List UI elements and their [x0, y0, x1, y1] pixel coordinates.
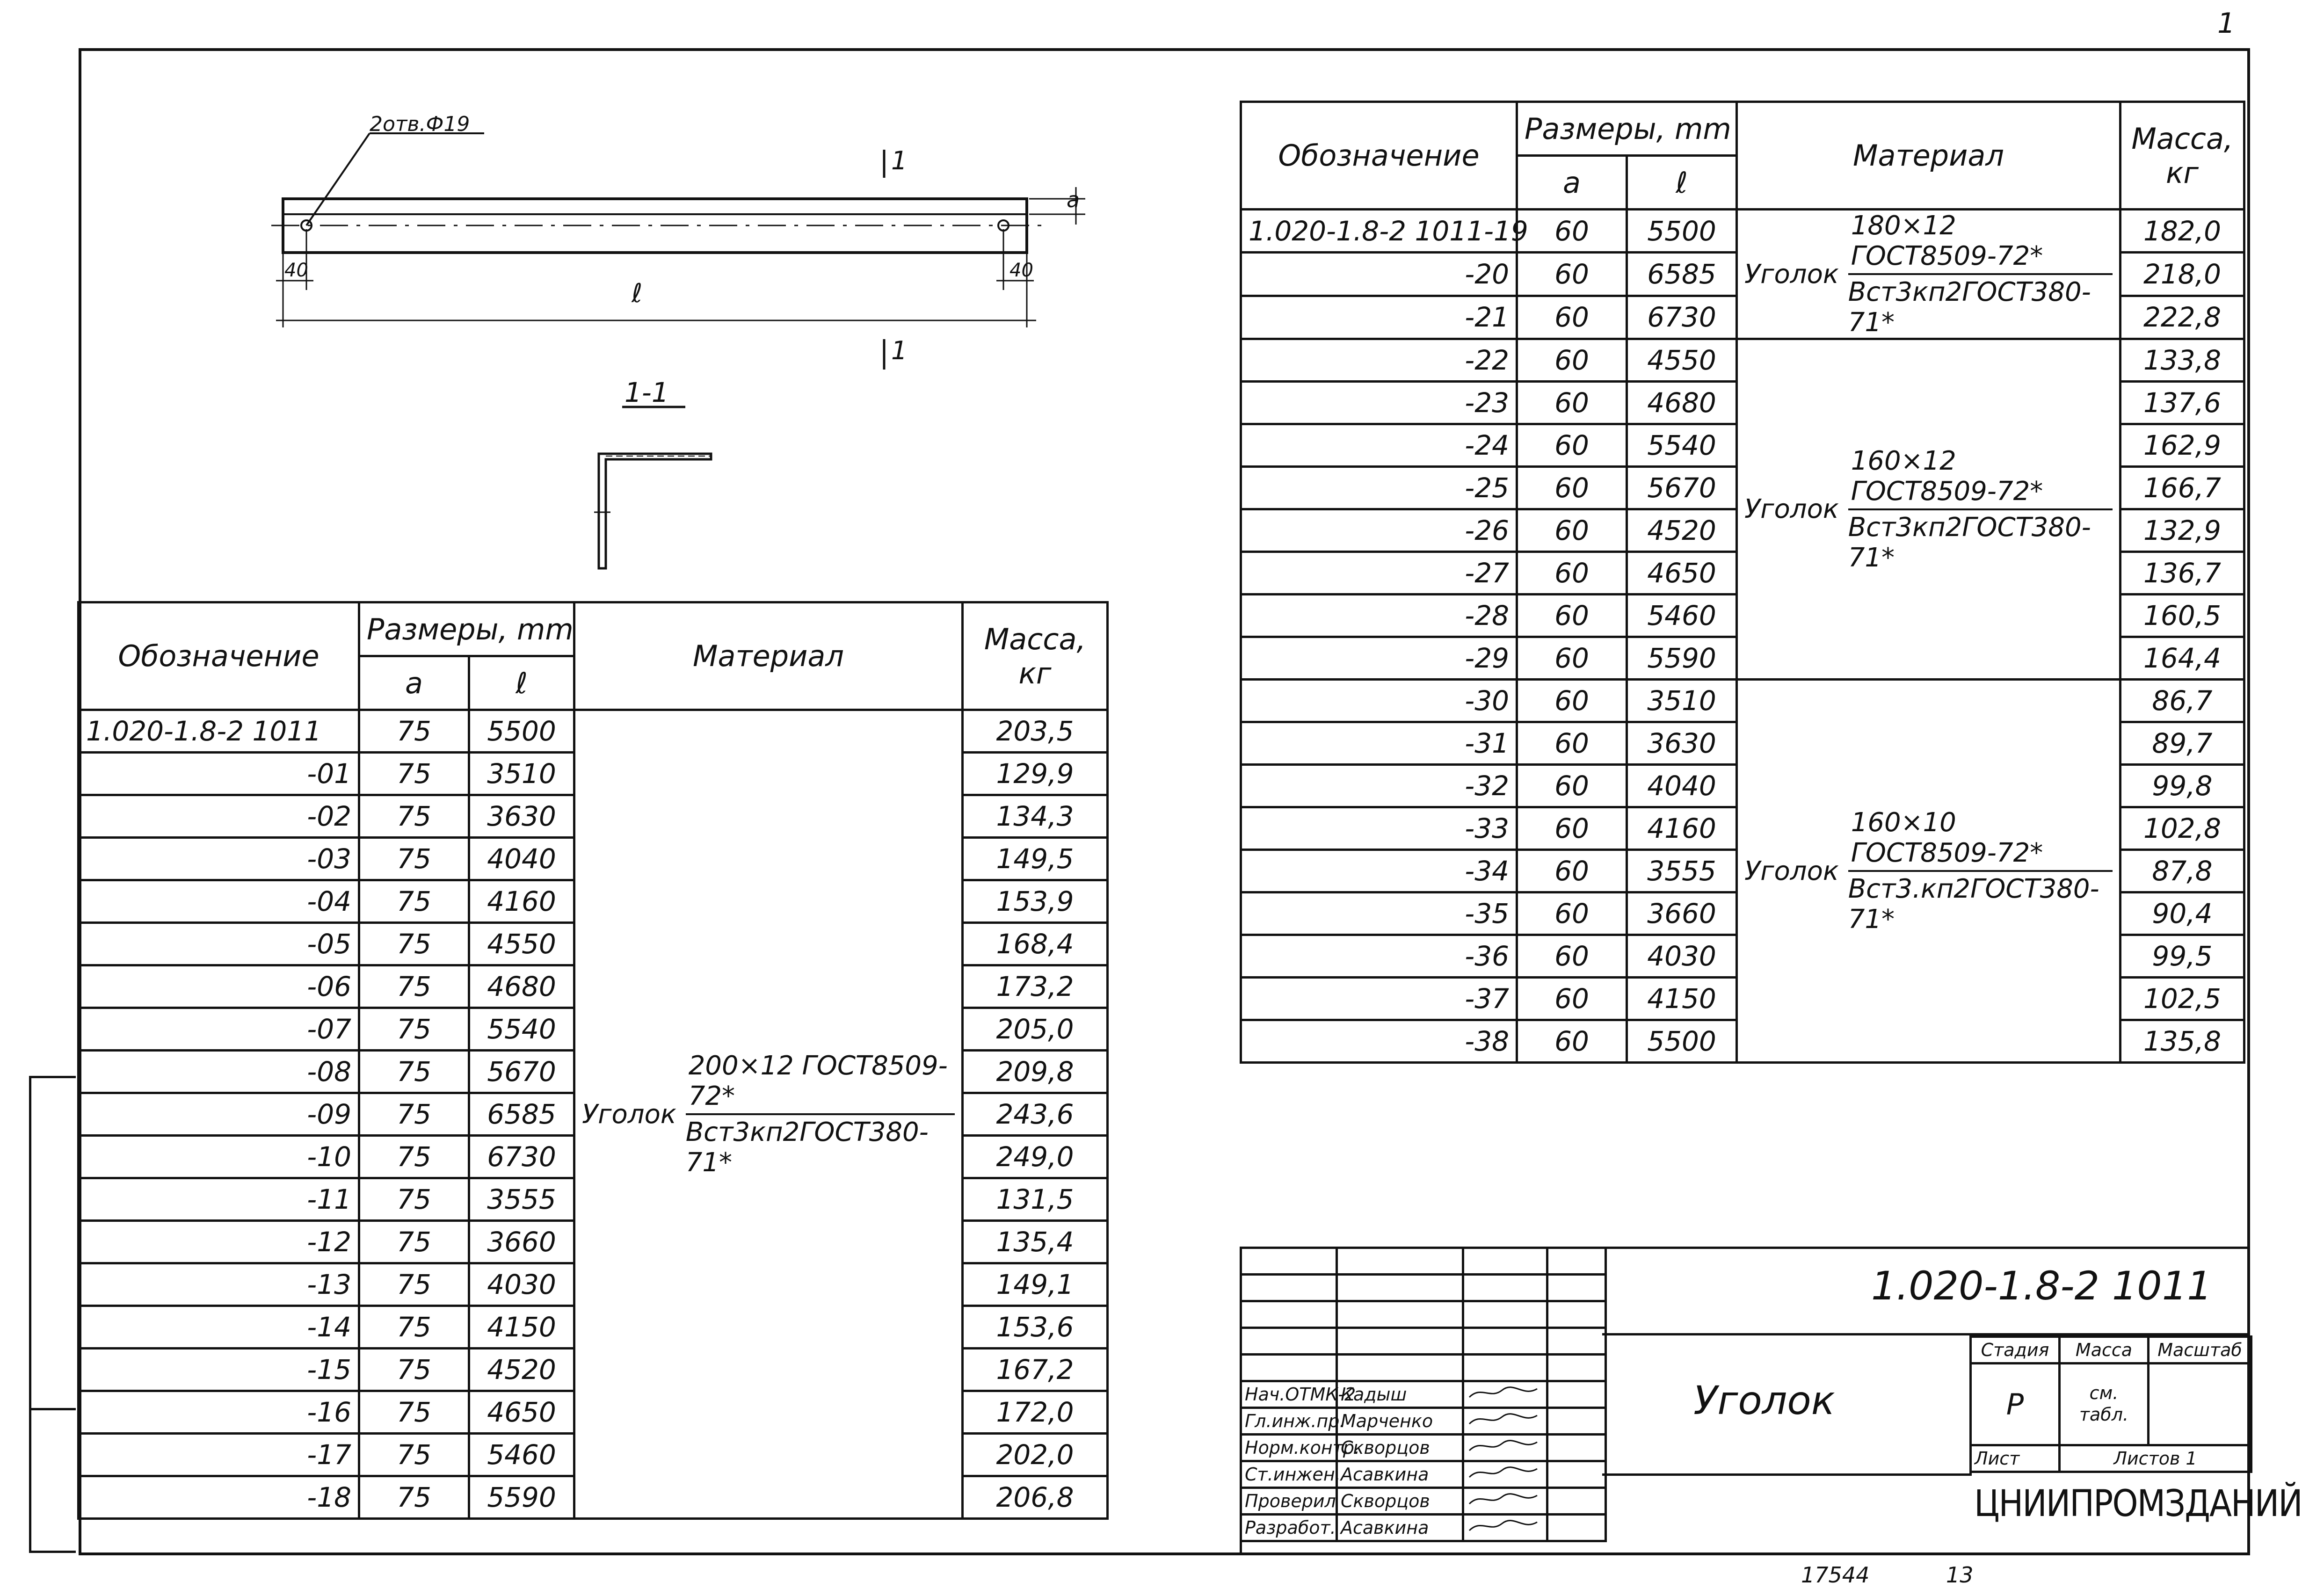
left-table-body [79, 710, 1108, 1519]
l-cell: 4040 [469, 838, 574, 880]
mass-cell: 167,2 [963, 1349, 1108, 1391]
a-cell: 60 [1517, 637, 1627, 680]
scale-value [2149, 1364, 2251, 1445]
right-header-a: a [1517, 156, 1627, 210]
staff-name: Скворцов [1337, 1488, 1463, 1515]
staff-role: Ст.инжен. [1241, 1461, 1337, 1488]
material-name: Уголок [1744, 259, 1839, 290]
a-cell: 60 [1517, 467, 1627, 509]
a-cell: 75 [359, 795, 469, 838]
left-header-a: a [359, 656, 469, 710]
dim-a-label: a [1067, 187, 1080, 212]
a-cell: 60 [1517, 722, 1627, 765]
a-cell: 75 [359, 1093, 469, 1136]
l-cell: 5670 [469, 1051, 574, 1093]
mass-cell: 149,5 [963, 838, 1108, 880]
mass-cell: 222,8 [2120, 296, 2244, 339]
l-cell: 5500 [1627, 210, 1737, 253]
l-cell: 4030 [469, 1263, 574, 1306]
mass-cell: 173,2 [963, 965, 1108, 1008]
a-cell: 60 [1517, 807, 1627, 850]
a-cell: 60 [1517, 210, 1627, 253]
mass-value-line2: табл. [2079, 1404, 2129, 1425]
a-cell: 75 [359, 1349, 469, 1391]
designation-cell: -13 [79, 1263, 359, 1306]
l-cell: 4040 [1627, 765, 1737, 807]
staff-row [1241, 1408, 1606, 1435]
blank-revision-row [1241, 1328, 1606, 1355]
dim-l-label: ℓ [632, 278, 643, 309]
table-row [1241, 210, 2244, 253]
mass-cell: 132,9 [2120, 509, 2244, 552]
mass-cell: 89,7 [2120, 722, 2244, 765]
l-cell: 3555 [1627, 850, 1737, 892]
mass-cell: 136,7 [2120, 552, 2244, 595]
a-cell: 75 [359, 1434, 469, 1476]
staff-row [1241, 1435, 1606, 1461]
designation-cell: -37 [1241, 978, 1517, 1020]
a-cell: 60 [1517, 552, 1627, 595]
mass-cell: 102,5 [2120, 978, 2244, 1020]
l-cell: 3630 [469, 795, 574, 838]
mass-cell: 133,8 [2120, 339, 2244, 382]
dim-40-right-label: 40 [1009, 260, 1033, 281]
a-cell: 60 [1517, 978, 1627, 1020]
mass-cell: 153,6 [963, 1306, 1108, 1349]
a-cell: 75 [359, 1263, 469, 1306]
designation-cell: -04 [79, 880, 359, 923]
staff-name: Асавкина [1337, 1461, 1463, 1488]
a-cell: 60 [1517, 595, 1627, 637]
l-cell: 3510 [469, 753, 574, 795]
staff-row [1241, 1488, 1606, 1515]
a-cell: 75 [359, 1008, 469, 1051]
material-cell [574, 710, 963, 1519]
a-cell: 60 [1517, 339, 1627, 382]
signature [1463, 1381, 1547, 1408]
organization-name: ЦНИИПРОМЗДАНИЙ [1974, 1483, 2302, 1525]
designation-cell: -12 [79, 1221, 359, 1263]
table-row [79, 710, 1108, 753]
a-cell: 75 [359, 1178, 469, 1221]
date-cell [1547, 1515, 1606, 1541]
l-cell: 3660 [1627, 892, 1737, 935]
a-cell: 75 [359, 1476, 469, 1519]
mass-cell: 166,7 [2120, 467, 2244, 509]
section-mark-top: 1 [891, 146, 908, 175]
mass-cell: 164,4 [2120, 637, 2244, 680]
l-cell: 4030 [1627, 935, 1737, 978]
designation-cell: -03 [79, 838, 359, 880]
holes-leader [306, 133, 370, 225]
mass-cell: 218,0 [2120, 253, 2244, 296]
designation-cell: -10 [79, 1136, 359, 1178]
left-header-mass: Масса, кг [963, 602, 1108, 710]
mass-cell: 203,5 [963, 710, 1108, 753]
staff-name: Скворцов [1337, 1435, 1463, 1461]
staff-row [1241, 1381, 1606, 1408]
l-cell: 4680 [469, 965, 574, 1008]
l-cell: 6730 [1627, 296, 1737, 339]
l-cell: 5540 [469, 1008, 574, 1051]
designation-cell: -27 [1241, 552, 1517, 595]
designation-cell: -06 [79, 965, 359, 1008]
blank-revision-row [1241, 1355, 1606, 1381]
designation-cell: -08 [79, 1051, 359, 1093]
table-row [1241, 339, 2244, 382]
binding-strip [29, 1076, 76, 1553]
designation-cell: -05 [79, 923, 359, 965]
right-header-material: Материал [1737, 102, 2120, 210]
material-grade: 180×12 ГОСТ8509-72* [1848, 210, 2113, 275]
material-grade: 160×10 ГОСТ8509-72* [1848, 807, 2113, 872]
l-cell: 4680 [1627, 382, 1737, 424]
mass-cell: 99,5 [2120, 935, 2244, 978]
section-mark-bottom: 1 [891, 336, 908, 365]
date-cell [1547, 1435, 1606, 1461]
a-cell: 75 [359, 753, 469, 795]
angle-cross-section [599, 454, 711, 568]
material-steel: Вст3кп2ГОСТ380-71* [1848, 277, 2091, 338]
signature [1463, 1515, 1547, 1541]
holes-label: 2отв.Ф19 [370, 112, 470, 136]
corner-mark: 1 [2217, 7, 2236, 40]
a-cell: 60 [1517, 296, 1627, 339]
left-header-l: ℓ [469, 656, 574, 710]
sheets-label: Листов 1 [2060, 1445, 2251, 1472]
signature [1463, 1488, 1547, 1515]
mass-cell: 206,8 [963, 1476, 1108, 1519]
l-cell: 4520 [1627, 509, 1737, 552]
a-cell: 75 [359, 710, 469, 753]
mass-cell: 90,4 [2120, 892, 2244, 935]
l-cell: 4160 [1627, 807, 1737, 850]
l-cell: 3510 [1627, 680, 1737, 722]
left-header-sizes: Размеры, mm [359, 602, 574, 656]
right-header-sizes: Размеры, mm [1517, 102, 1737, 156]
right-spec-table [1240, 101, 2245, 1064]
staff-name: Асавкина [1337, 1515, 1463, 1541]
designation-cell: -21 [1241, 296, 1517, 339]
signature [1463, 1461, 1547, 1488]
title-block-staff-grid [1240, 1247, 1607, 1542]
staff-role: Разработ. [1241, 1515, 1337, 1541]
a-cell: 60 [1517, 765, 1627, 807]
a-cell: 60 [1517, 850, 1627, 892]
designation-cell: -33 [1241, 807, 1517, 850]
designation-cell: -29 [1241, 637, 1517, 680]
l-cell: 4650 [1627, 552, 1737, 595]
designation-cell: -22 [1241, 339, 1517, 382]
mass-cell: 202,0 [963, 1434, 1108, 1476]
a-cell: 60 [1517, 424, 1627, 467]
stage-mass-scale-grid [1969, 1335, 2252, 1473]
l-cell: 6585 [469, 1093, 574, 1136]
section-title: 1-1 [625, 377, 669, 408]
l-cell: 3555 [469, 1178, 574, 1221]
material-name: Уголок [582, 1099, 676, 1130]
l-cell: 5540 [1627, 424, 1737, 467]
mass-value-line1: см. [2089, 1383, 2119, 1404]
angle-part-drawing [262, 108, 1151, 575]
mass-cell: 86,7 [2120, 680, 2244, 722]
staff-row [1241, 1461, 1606, 1488]
material-cell [1737, 210, 2120, 339]
a-cell: 75 [359, 1391, 469, 1434]
left-spec-table [77, 601, 1109, 1520]
designation-cell: 1.020-1.8-2 1011 [79, 710, 359, 753]
designation-cell: -24 [1241, 424, 1517, 467]
mass-cell: 149,1 [963, 1263, 1108, 1306]
designation-cell: -36 [1241, 935, 1517, 978]
designation-cell: -26 [1241, 509, 1517, 552]
l-cell: 4550 [1627, 339, 1737, 382]
doc-code: 1.020-1.8-2 1011 [1871, 1263, 2212, 1309]
designation-cell: -17 [79, 1434, 359, 1476]
designation-cell: -32 [1241, 765, 1517, 807]
mass-label: Масса [2060, 1337, 2149, 1364]
mass-cell: 243,6 [963, 1093, 1108, 1136]
left-header-material: Материал [574, 602, 963, 710]
designation-cell: -07 [79, 1008, 359, 1051]
a-cell: 60 [1517, 935, 1627, 978]
a-cell: 75 [359, 923, 469, 965]
a-cell: 60 [1517, 253, 1627, 296]
left-header-designation: Обозначение [79, 602, 359, 710]
l-cell: 6730 [469, 1136, 574, 1178]
staff-role: Норм.контр. [1241, 1435, 1337, 1461]
staff-role: Гл.инж.пр. [1241, 1408, 1337, 1435]
mass-cell: 131,5 [963, 1178, 1108, 1221]
designation-cell: -16 [79, 1391, 359, 1434]
material-steel: Вст3кп2ГОСТ380-71* [1848, 512, 2091, 573]
mass-cell: 99,8 [2120, 765, 2244, 807]
material-steel: Вст3кп2ГОСТ380-71* [685, 1117, 929, 1178]
l-cell: 3630 [1627, 722, 1737, 765]
material-grade: 160×12 ГОСТ8509-72* [1848, 446, 2113, 510]
dim-40-left-label: 40 [284, 260, 308, 281]
inventory-number: 17544 [1801, 1562, 1870, 1588]
designation-cell: -14 [79, 1306, 359, 1349]
l-cell: 4150 [1627, 978, 1737, 1020]
a-cell: 75 [359, 838, 469, 880]
designation-cell: -38 [1241, 1020, 1517, 1063]
right-header-designation: Обозначение [1241, 102, 1517, 210]
staff-role: Нач.ОТМК-2 [1241, 1381, 1337, 1408]
blank-revision-row [1241, 1301, 1606, 1328]
mass-cell: 153,9 [963, 880, 1108, 923]
l-cell: 6585 [1627, 253, 1737, 296]
l-cell: 4160 [469, 880, 574, 923]
material-name: Уголок [1744, 494, 1839, 524]
mass-cell: 135,8 [2120, 1020, 2244, 1063]
a-cell: 60 [1517, 680, 1627, 722]
l-cell: 5500 [1627, 1020, 1737, 1063]
document-title: Уголок [1693, 1378, 1835, 1423]
designation-cell: -30 [1241, 680, 1517, 722]
a-cell: 60 [1517, 382, 1627, 424]
designation-cell: -01 [79, 753, 359, 795]
l-cell: 3660 [469, 1221, 574, 1263]
right-header-l: ℓ [1627, 156, 1737, 210]
staff-name: Кадыш [1337, 1381, 1463, 1408]
signature [1463, 1435, 1547, 1461]
a-cell: 75 [359, 1221, 469, 1263]
l-cell: 4150 [469, 1306, 574, 1349]
blank-revision-row [1241, 1248, 1606, 1275]
right-table-body [1241, 210, 2244, 1063]
material-cell [1737, 680, 2120, 1063]
l-cell: 5460 [1627, 595, 1737, 637]
l-cell: 4650 [469, 1391, 574, 1434]
a-cell: 75 [359, 1136, 469, 1178]
date-cell [1547, 1488, 1606, 1515]
designation-cell: -31 [1241, 722, 1517, 765]
table-row [1241, 680, 2244, 722]
staff-role: Проверил [1241, 1488, 1337, 1515]
material-grade: 200×12 ГОСТ8509-72* [686, 1051, 955, 1115]
mass-cell: 129,9 [963, 753, 1108, 795]
l-cell: 4520 [469, 1349, 574, 1391]
mass-cell: 182,0 [2120, 210, 2244, 253]
l-cell: 5590 [469, 1476, 574, 1519]
scale-label: Масштаб [2149, 1337, 2251, 1364]
l-cell: 5500 [469, 710, 574, 753]
binding-strip-divider [29, 1408, 76, 1410]
mass-cell: 162,9 [2120, 424, 2244, 467]
mass-cell: 102,8 [2120, 807, 2244, 850]
date-cell [1547, 1381, 1606, 1408]
stage-label: Стадия [1971, 1337, 2060, 1364]
a-cell: 60 [1517, 509, 1627, 552]
designation-cell: -11 [79, 1178, 359, 1221]
designation-cell: 1.020-1.8-2 1011-19 [1241, 210, 1517, 253]
designation-cell: -28 [1241, 595, 1517, 637]
designation-cell: -35 [1241, 892, 1517, 935]
designation-cell: -18 [79, 1476, 359, 1519]
a-cell: 60 [1517, 1020, 1627, 1063]
l-cell: 4550 [469, 923, 574, 965]
staff-row [1241, 1515, 1606, 1541]
mass-value [2060, 1364, 2149, 1445]
material-steel: Вст3.кп2ГОСТ380-71* [1848, 874, 2099, 935]
date-cell [1547, 1408, 1606, 1435]
mass-cell: 137,6 [2120, 382, 2244, 424]
sheet-label: Лист [1971, 1445, 2060, 1472]
mass-cell: 135,4 [963, 1221, 1108, 1263]
mass-cell: 205,0 [963, 1008, 1108, 1051]
mass-cell: 134,3 [963, 795, 1108, 838]
a-cell: 75 [359, 880, 469, 923]
a-cell: 75 [359, 1051, 469, 1093]
mass-cell: 168,4 [963, 923, 1108, 965]
mass-cell: 160,5 [2120, 595, 2244, 637]
stage-value: Р [1971, 1364, 2060, 1445]
designation-cell: -34 [1241, 850, 1517, 892]
designation-cell: -25 [1241, 467, 1517, 509]
designation-cell: -15 [79, 1349, 359, 1391]
a-cell: 75 [359, 965, 469, 1008]
l-cell: 5460 [469, 1434, 574, 1476]
page-number: 13 [1946, 1562, 1974, 1588]
blank-revision-row [1241, 1275, 1606, 1301]
mass-cell: 172,0 [963, 1391, 1108, 1434]
right-header-mass: Масса, кг [2120, 102, 2244, 210]
a-cell: 60 [1517, 892, 1627, 935]
material-cell [1737, 339, 2120, 680]
a-cell: 75 [359, 1306, 469, 1349]
date-cell [1547, 1461, 1606, 1488]
designation-cell: -20 [1241, 253, 1517, 296]
staff-name: Марченко [1337, 1408, 1463, 1435]
designation-cell: -23 [1241, 382, 1517, 424]
material-name: Уголок [1744, 856, 1839, 886]
mass-cell: 249,0 [963, 1136, 1108, 1178]
l-cell: 5590 [1627, 637, 1737, 680]
designation-cell: -09 [79, 1093, 359, 1136]
designation-cell: -02 [79, 795, 359, 838]
mass-cell: 87,8 [2120, 850, 2244, 892]
mass-cell: 209,8 [963, 1051, 1108, 1093]
signature [1463, 1408, 1547, 1435]
l-cell: 5670 [1627, 467, 1737, 509]
